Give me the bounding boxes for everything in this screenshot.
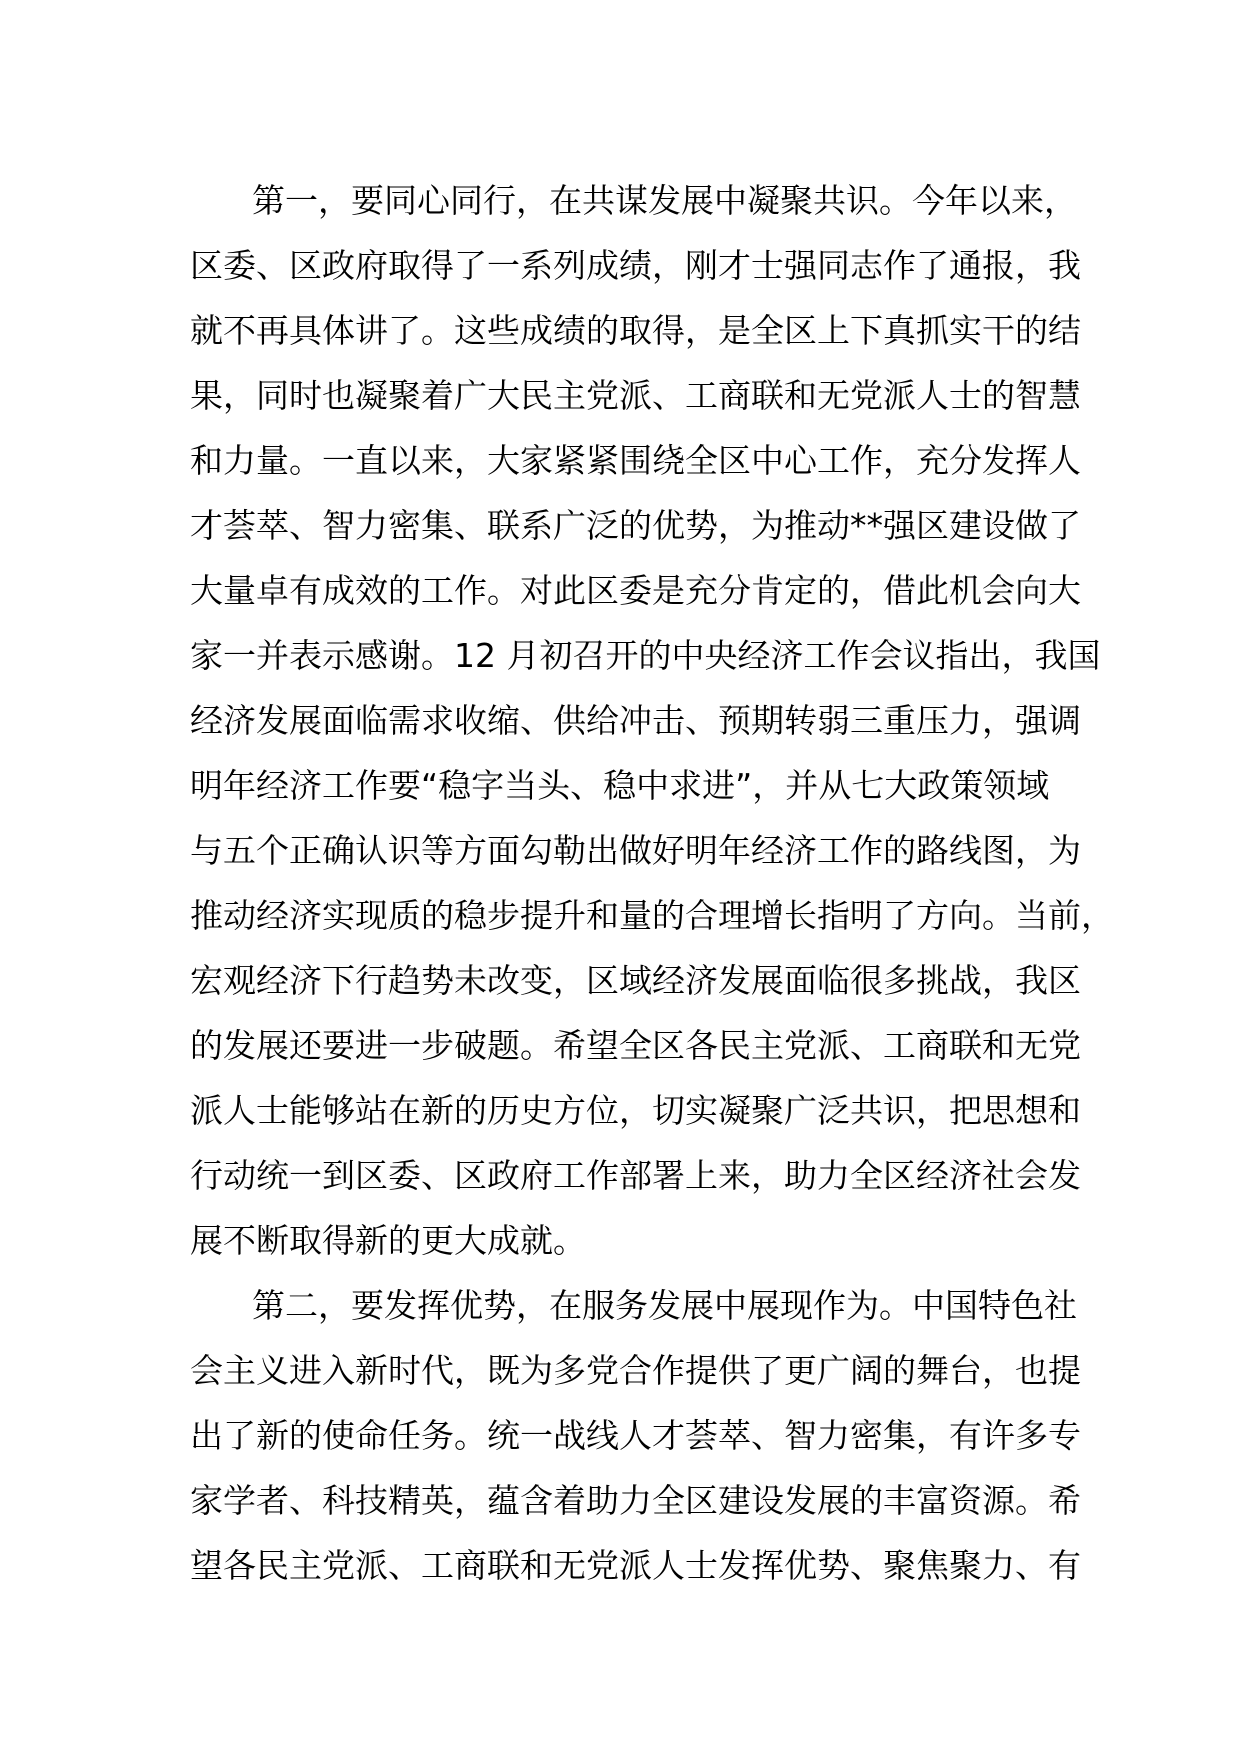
paragraph-2-line: 第二，要发挥优势，在服务发展中展现作为。中国特色社 [252,1286,1077,1325]
paragraph-1-line: 大量卓有成效的工作。对此区委是充分肯定的，借此机会向大 [190,571,1081,610]
paragraph-1-line: 宏观经济下行趋势未改变，区域经济发展面临很多挑战，我区 [190,961,1081,1000]
paragraph-1-line: 明年经济工作要“稳字当头、稳中求进”，并从七大政策领域 [190,766,1050,805]
paragraph-2-line: 会主义进入新时代，既为多党合作提供了更广阔的舞台，也提 [190,1351,1081,1390]
paragraph-1-line: 派人士能够站在新的历史方位，切实凝聚广泛共识，把思想和 [190,1091,1081,1130]
paragraph-1-line: 推动经济实现质的稳步提升和量的合理增长指明了方向。当前， [190,896,1114,935]
paragraph-1-line: 第一，要同心同行，在共谋发展中凝聚共识。今年以来， [252,181,1077,220]
paragraph-1-line: 和力量。一直以来，大家紧紧围绕全区中心工作，充分发挥人 [190,441,1081,480]
paragraph-1-line: 区委、区政府取得了一系列成绩，刚才士强同志作了通报，我 [190,246,1081,285]
paragraph-2-line: 家学者、科技精英，蕴含着助力全区建设发展的丰富资源。希 [190,1481,1081,1520]
paragraph-1-line: 与五个正确认识等方面勾勒出做好明年经济工作的路线图，为 [190,831,1081,870]
paragraph-1-line: 家一并表示感谢。12 月初召开的中央经济工作会议指出，我国 [190,636,1101,675]
paragraph-1-line: 的发展还要进一步破题。希望全区各民主党派、工商联和无党 [190,1026,1081,1065]
paragraph-2-line: 出了新的使命任务。统一战线人才荟萃、智力密集，有许多专 [190,1416,1081,1455]
paragraph-1-line: 才荟萃、智力密集、联系广泛的优势，为推动**强区建设做了 [190,506,1081,545]
paragraph-1-line: 就不再具体讲了。这些成绩的取得，是全区上下真抓实干的结 [190,311,1081,350]
paragraph-1-line: 展不断取得新的更大成就。 [190,1221,586,1260]
paragraph-1-line: 果，同时也凝聚着广大民主党派、工商联和无党派人士的智慧 [190,376,1081,415]
paragraph-1-line: 行动统一到区委、区政府工作部署上来，助力全区经济社会发 [190,1156,1081,1195]
paragraph-2-line: 望各民主党派、工商联和无党派人士发挥优势、聚焦聚力、有 [190,1546,1081,1585]
paragraph-1-line: 经济发展面临需求收缩、供给冲击、预期转弱三重压力，强调 [190,701,1081,740]
body-text [190,168,1114,1598]
